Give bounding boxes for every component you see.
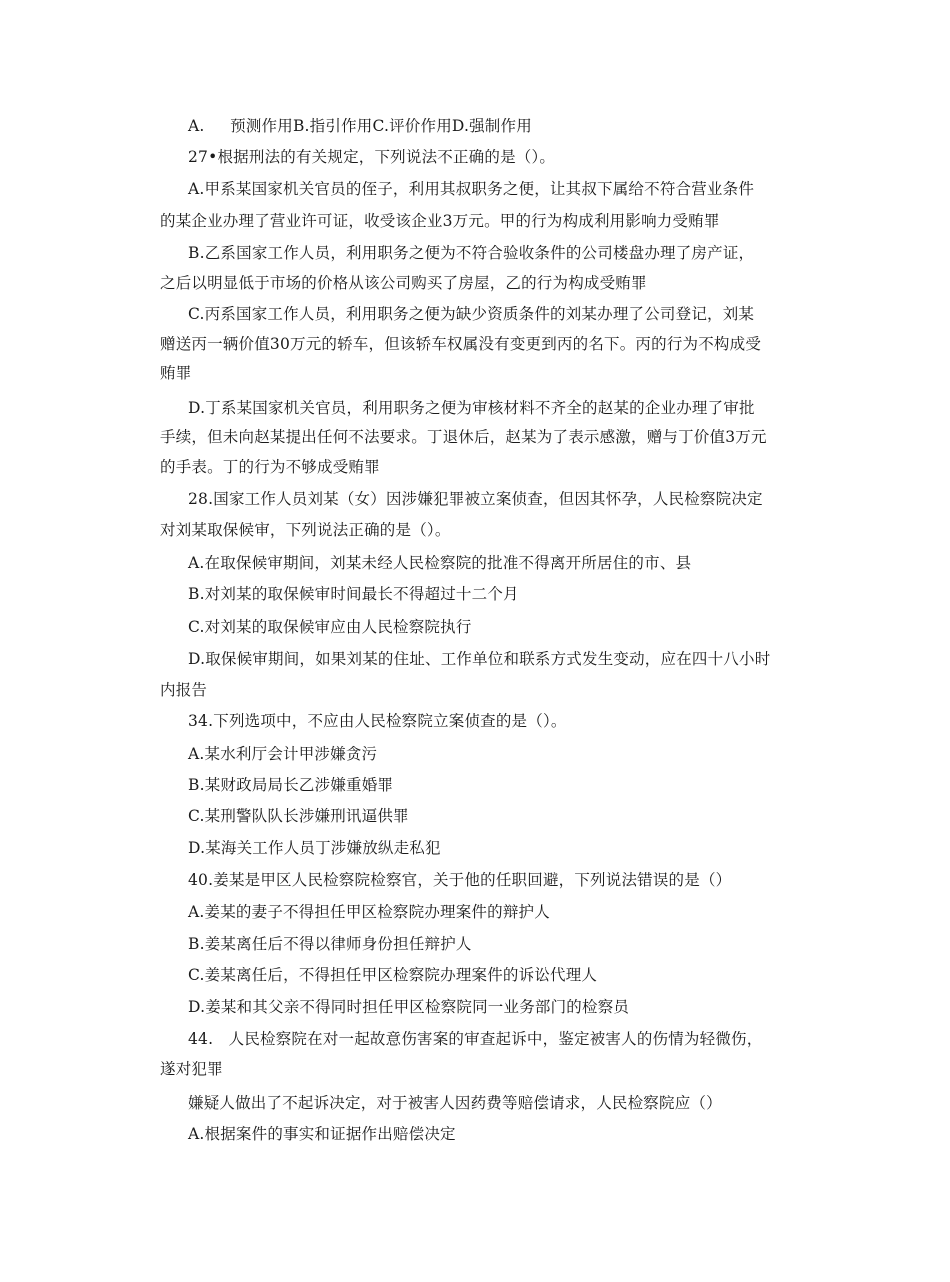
question-28-option-b: B.对刘某的取保候审时间最长不得超过十二个月 xyxy=(188,585,519,603)
question-28-option-d: D.取保候审期间，如果刘某的住址、工作单位和联系方式发生变动，应在四十八小时 xyxy=(188,650,771,668)
question-40-option-d: D.姜某和其父亲不得同时担任甲区检察院同一业务部门的检察员 xyxy=(188,998,630,1016)
question-27-option-a: A.甲系某国家机关官员的侄子，利用其叔职务之便，让其叔下属给不符合营业条件 xyxy=(188,180,755,198)
question-27-option-c-cont: 贿罪 xyxy=(160,364,192,382)
question-27-option-c: C.丙系国家工作人员，利用职务之便为缺少资质条件的刘某办理了公司登记，刘某 xyxy=(188,305,755,323)
question-27-option-d-cont: 的手表。丁的行为不够成受贿罪 xyxy=(160,458,380,476)
question-44-stem-cont: 嫌疑人做出了不起诉决定，对于被害人因药费等赔偿请求，人民检察院应（） xyxy=(188,1094,722,1112)
question-44-stem-cont: 遂对犯罪 xyxy=(160,1060,223,1078)
question-40-option-c: C.姜某离任后，不得担任甲区检察院办理案件的诉讼代理人 xyxy=(188,966,598,984)
question-27-option-c-cont: 赠送丙一辆价值30万元的轿车，但该轿车权属没有变更到丙的名下。丙的行为不构成受 xyxy=(160,335,762,353)
question-34-option-d: D.某海关工作人员丁涉嫌放纵走私犯 xyxy=(188,839,441,857)
question-27-stem: 27•根据刑法的有关规定，下列说法不正确的是（）。 xyxy=(188,148,556,166)
question-44-option-a: A.根据案件的事实和证据作出赔偿决定 xyxy=(188,1125,456,1143)
question-34-option-a: A.某水利厅会计甲涉嫌贪污 xyxy=(188,745,378,763)
question-27-option-b: B.乙系国家工作人员，利用职务之便为不符合验收条件的公司楼盘办理了房产证， xyxy=(188,244,755,262)
question-28-stem: 28.国家工作人员刘某（女）因涉嫌犯罪被立案侦查，但因其怀孕，人民检察院决定 xyxy=(188,490,763,508)
question-26-options: A. 预测作用B.指引作用C.评价作用D.强制作用 xyxy=(188,117,532,135)
question-28-option-d-cont: 内报告 xyxy=(160,681,208,699)
question-34-stem: 34.下列选项中，不应由人民检察院立案侦查的是（）。 xyxy=(188,712,567,730)
question-44-stem: 44. 人民检察院在对一起故意伤害案的审查起诉中，鉴定被害人的伤情为轻微伤， xyxy=(188,1030,763,1048)
question-27-option-d-cont: 手续，但未向赵某提出任何不法要求。丁退休后，赵某为了表示感激，赠与丁价值3万元 xyxy=(160,428,767,446)
question-40-stem: 40.姜某是甲区人民检察院检察官，关于他的任职回避，下列说法错误的是（） xyxy=(188,871,732,889)
question-27-option-a-cont: 的某企业办理了营业许可证，收受该企业3万元。甲的行为构成利用影响力受贿罪 xyxy=(160,212,720,230)
question-34-option-c: C.某刑警队队长涉嫌刑讯逼供罪 xyxy=(188,807,409,825)
question-27-option-b-cont: 之后以明显低于市场的价格从该公司购买了房屋，乙的行为构成受贿罪 xyxy=(160,274,647,292)
question-34-option-b: B.某财政局局长乙涉嫌重婚罪 xyxy=(188,776,394,794)
question-40-option-b: B.姜某离任后不得以律师身份担任辩护人 xyxy=(188,935,472,953)
question-28-option-a: A.在取保候审期间，刘某未经人民检察院的批准不得离开所居住的市、县 xyxy=(188,554,692,572)
question-28-stem-cont: 对刘某取保候审，下列说法正确的是（）。 xyxy=(160,521,451,539)
question-40-option-a: A.姜某的妻子不得担任甲区检察院办理案件的辩护人 xyxy=(188,903,550,921)
question-27-option-d: D.丁系某国家机关官员，利用职务之便为审核材料不齐全的赵某的企业办理了审批 xyxy=(188,399,755,417)
question-28-option-c: C.对刘某的取保候审应由人民检察院执行 xyxy=(188,618,472,636)
